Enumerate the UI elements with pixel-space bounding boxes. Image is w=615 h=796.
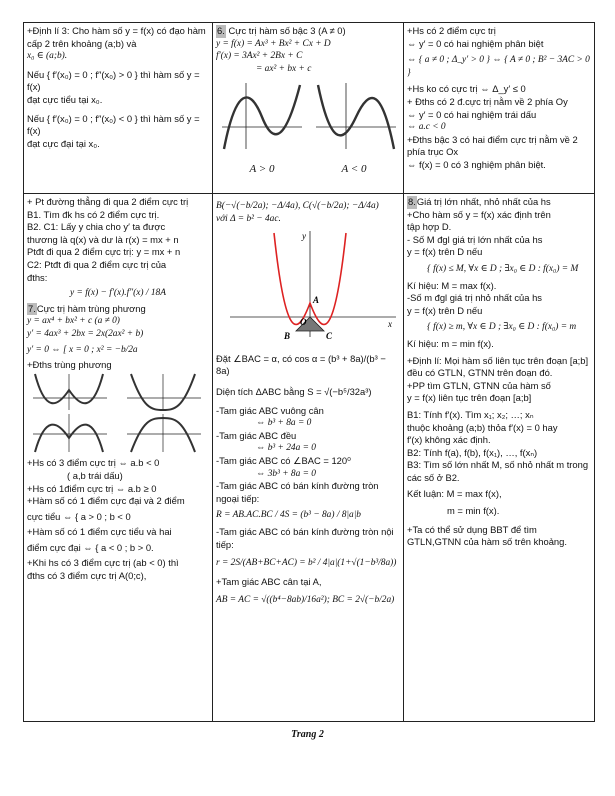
max-condition: { f(x) ≤ M, ∀x ∈ D ; ∃x₀ ∈ D : f(x₀) = M [427, 263, 579, 274]
text-line: +Hs có 1điểm cực trị ⇔ a.b ≥ 0 [27, 482, 157, 494]
text-line: -Tam giác ABC vuông cân [216, 404, 324, 416]
inradius-formula: r = 2S/(AB+BC+AC) = b² / 4|a|(1+√(1−b³/8a)) [216, 558, 397, 569]
theorem-max: đạt cực đại tại x₀. [27, 137, 100, 149]
triangle-graph [216, 225, 400, 343]
cond-line: + Đths có 2 đ.cực trị nằm về 2 phía Oy [407, 95, 568, 107]
text-line: y = f(x) liên tục trên đoạn [a;b] [407, 392, 532, 404]
document-table [23, 22, 595, 722]
text-line: +Tam giác ABC cân tại A, [216, 575, 322, 587]
text-line: - Số M đgl giá trị lớn nhất của hs [407, 233, 543, 245]
text-line: B1. Tìm đk hs có 2 điểm cực trị. [27, 208, 160, 220]
cubic-derivative: f′(x) = 3Ax² + 2Bx + C [216, 51, 303, 62]
label-a-negative: A < 0 [341, 162, 367, 175]
text-line: ⇔ b³ + 24a = 0 [256, 443, 316, 454]
cell-cubic-conditions [404, 23, 594, 193]
text-line: điểm cực đại ⇔ { a < 0 ; b > 0. [27, 541, 154, 553]
text-line: + Pt đường thẳng đi qua 2 điểm cực trị [27, 196, 189, 207]
text-line: y = f(x) trên D nếu [407, 304, 483, 316]
text-line: ⇔ 3b³ + 8a = 0 [256, 468, 316, 479]
text-line: cực tiểu ⇔ { a > 0 ; b < 0 [27, 510, 131, 522]
text-line: +Cho hàm số y = f(x) xác định trên [407, 208, 551, 220]
text-line: +Hs có 3 điểm cực trị ⇔ a.b < 0 [27, 457, 160, 469]
text-line: +PP tìm GTLN, GTNN của hàm số [407, 379, 551, 391]
delta-definition: với Δ = b² − 4ac. [216, 213, 281, 224]
angle-cos: Đặt ∠BAC = α, có cos α = (b³ + 8a)/(b³ − 8a) [216, 352, 386, 377]
cubic-derivative-short: = ax² + bx + c [256, 63, 312, 74]
section-number: 6. [217, 25, 225, 36]
text-line: +Hàm số có 1 điểm cực tiểu và hai [27, 526, 172, 538]
section-number: 7. [28, 302, 36, 314]
point-b-label: B [284, 331, 291, 342]
cond-line: ⇔ a.c < 0 [407, 122, 446, 133]
cell-biquadratic [24, 194, 212, 721]
section-title: Cực trị hàm trùng phương [36, 302, 146, 314]
text-line: thuộc khoảng (a;b) thỏa f′(x) = 0 hay [407, 421, 558, 433]
text-line: +Định lí: Mọi hàm số liên tục trên đoạn [a;b] đều có GTLN, GTNN trên đoạn đó. [407, 354, 589, 379]
min-condition: { f(x) ≥ m, ∀x ∈ D ; ∃x₀ ∈ D : f(x₀) = m [427, 322, 577, 333]
min-notation: Kí hiệu: m = min f(x). [407, 337, 494, 349]
text-line: ( a,b trái dấu) [67, 469, 123, 481]
section-title: Giá trị lớn nhất, nhỏ nhất của hs [416, 196, 551, 207]
graph-positive [222, 83, 302, 149]
cond-line: +Hs ko có cực trị ⇔ Δ_y′ ≤ 0 [407, 83, 526, 95]
biquadratic-graphs [27, 372, 207, 454]
point-a-label: A [313, 295, 320, 306]
line-through-extrema-formula: y = f(x) − f′(x).f″(x) / 18A [70, 288, 166, 299]
cell-cubic [213, 23, 403, 193]
text-line: +Đths trùng phương [27, 359, 112, 371]
cubic-graphs [216, 77, 400, 159]
cell-triangle [213, 194, 403, 721]
label-a-positive: A > 0 [249, 162, 275, 175]
section-title: Cực trị hàm số bậc 3 (A ≠ 0) [228, 25, 346, 36]
area-formula: Diện tích ΔABC bằng S = √(−b⁵/32a³) [216, 385, 372, 397]
text-line: +Hàm số có 1 điểm cực đại và 2 điểm [27, 495, 185, 507]
theorem-min: đạt cực tiểu tại x₀. [27, 93, 103, 105]
theorem-x0: x₀ ∈ (a;b). [27, 51, 68, 62]
text-line: +Khi hs có 3 điểm cực trị (ab < 0) thì [27, 557, 179, 569]
step-2: B2: Tính f(a), f(b), f(x₁), …, f(xₙ) [407, 446, 538, 458]
page-footer: Trang 2 [291, 729, 324, 740]
origin-label: O [300, 317, 307, 328]
section-number: 8. [408, 196, 416, 207]
axis-x-label: x [388, 319, 392, 330]
biquadratic-function: y = ax⁴ + bx² + c (a ≠ 0) [27, 316, 120, 327]
theorem-title: +Định lí 3: Cho hàm số y = f(x) có đạo hàm cấp 2 trên khoảng (a;b) và [27, 25, 206, 49]
text-line: đths: [27, 271, 48, 283]
cond-line: ⇔ f(x) = 0 có 3 nghiệm phân biệt. [407, 158, 546, 170]
theorem-if-min: Nếu { f′(x₀) = 0 ; f″(x₀) > 0 } thì hàm số y = f(x) [27, 68, 200, 93]
text-line: +Ta có thể sử dụng BBT để tìm GTLN,GTNN của hàm số trên khoảng. [407, 523, 567, 548]
circumradius-formula: R = AB.AC.BC / 4S = (b³ − 8a) / 8|a|b [216, 510, 361, 521]
cond-line: +Hs có 2 điểm cực trị [407, 25, 496, 36]
text-line: y = f(x) trên D nếu [407, 246, 483, 258]
theorem-if-max: Nếu { f′(x₀) = 0 ; f″(x₀) < 0 } thì hàm số y = f(x) [27, 112, 200, 137]
text-line: -Tam giác ABC đều [216, 429, 297, 441]
text-line: ⇔ b³ + 8a = 0 [256, 418, 312, 429]
text-line: f′(x) không xác định. [407, 434, 491, 446]
points-bc: B(−√(−b/2a); −Δ/4a), C(√(−b/2a); −Δ/4a) [216, 201, 379, 211]
text-line: Ptđt đi qua 2 điểm cực trị: y = mx + n [27, 246, 181, 258]
step-3: B3: Tìm số lớn nhất M, số nhỏ nhất m trong các số ở B2. [407, 459, 589, 483]
max-notation: Kí hiệu: M = max f(x). [407, 279, 497, 291]
cond-line: ⇔ y′ = 0 có hai nghiệm phân biệt [407, 37, 544, 49]
conclusion-min: m = min f(x). [447, 505, 500, 517]
step-1: B1: Tính f′(x). Tìm x₁; x₂; …; xₙ [407, 408, 534, 420]
graph-negative [316, 83, 396, 149]
text-line: -Tam giác ABC có bán kính đường tròn ngoại tiếp: [216, 480, 379, 504]
cubic-function: y = f(x) = Ax³ + Bx² + Cx + D [216, 38, 331, 49]
derivative-roots: y′ = 0 ⇔ [ x = 0 ; x² = −b/2a [27, 344, 138, 355]
text-line: thương là q(x) và dư là r(x) = mx + n [27, 233, 179, 245]
biquadratic-derivative: y′ = 4ax³ + 2bx = 2x(2ax² + b) [27, 328, 144, 339]
cond-line: ⇔ { a ≠ 0 ; Δ_y′ > 0 } ⇔ { A ≠ 0 ; B² − 3AC > 0 } [407, 55, 590, 78]
axis-y-label: y [302, 231, 306, 242]
cell-max-min [404, 194, 594, 721]
text-line: -Tam giác ABC có ∠BAC = 120⁰ [216, 454, 351, 466]
cond-line: +Đths bậc 3 có hai điểm cực trị nằm về 2 phía trục Ox [407, 133, 578, 158]
conclusion-max: Kết luận: M = max f(x), [407, 488, 502, 500]
cell-theorem-3 [24, 23, 212, 193]
text-line: tập hợp D. [407, 221, 452, 233]
text-line: -Số m đgl giá trị nhỏ nhất của hs [407, 292, 542, 304]
text-line: C2: Ptđt đi qua 2 điểm cực trị của [27, 258, 167, 270]
isosceles-formula: AB = AC = √((b⁴−8ab)/16a²); BC = 2√(−b/2a) [216, 595, 395, 606]
text-line: đths có 3 điểm cực trị A(0;c), [27, 570, 147, 582]
point-c-label: C [326, 331, 333, 342]
text-line: B2. C1: Lấy y chia cho y′ ta được [27, 221, 166, 233]
text-line: -Tam giác ABC có bán kính đường tròn nội tiếp: [216, 525, 394, 550]
cond-line: ⇔ y′ = 0 có hai nghiệm trái dấu [407, 108, 537, 120]
